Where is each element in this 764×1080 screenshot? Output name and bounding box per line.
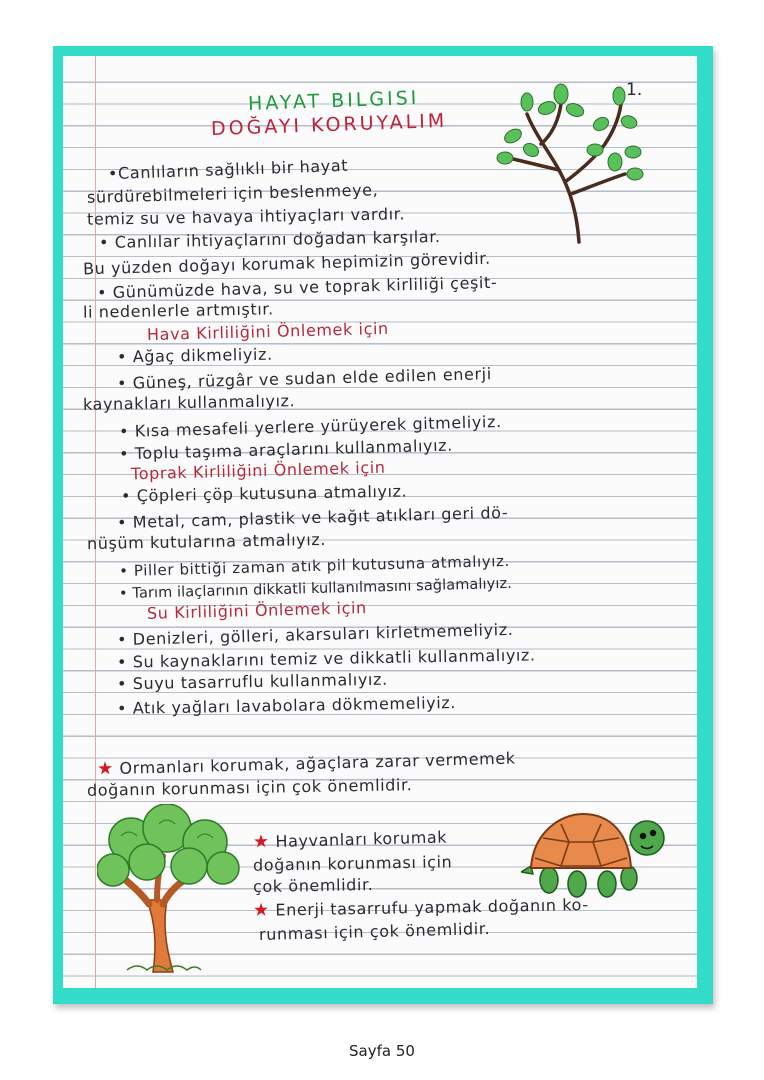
subheading-soil: Toprak Kirliliğini Önlemek için bbox=[130, 457, 386, 484]
text-line: • Kısa mesafeli yerlere yürüyerek gitmeliyiz. bbox=[118, 411, 502, 442]
text-line: runması için çok önemlidir. bbox=[258, 918, 491, 945]
text-line: temiz su ve havaya ihtiyaçları vardır. bbox=[86, 204, 406, 229]
text-line: • Ağaç dikmeliyiz. bbox=[116, 344, 273, 367]
text-line: li nedenlerle artmıştır. bbox=[82, 299, 274, 322]
star-item-text: Enerji tasarrufu yapmak doğanın ko- bbox=[275, 895, 589, 920]
text-line: sürdürebilmeleri için beslenmeye, bbox=[86, 180, 379, 207]
turtle-drawing-icon bbox=[521, 808, 671, 904]
text-line: • Atık yağları lavabolara dökmemeliyiz. bbox=[116, 693, 457, 718]
star-item-forests bbox=[97, 749, 516, 780]
text-line: • Tarım ilaçlarının dikkatli kullanılmasını sağlamalıyız. bbox=[118, 575, 513, 603]
star-icon: ★ bbox=[252, 831, 271, 853]
text-line: • Piller bittiği zaman atık pil kutusuna atmalıyız. bbox=[118, 551, 511, 581]
text-line: doğanın korunması için bbox=[252, 852, 453, 875]
text-line: • Su kaynaklarını temiz ve dikkatli kullanmalıyız. bbox=[116, 645, 536, 672]
text-line: • Canlılar ihtiyaçlarını doğadan karşılar. bbox=[98, 227, 441, 252]
branch-drawing-icon bbox=[491, 74, 651, 244]
text-line: • Denizleri, gölleri, akarsuları kirletmemeliyiz. bbox=[116, 619, 514, 650]
page-subtitle: DOĞAYI KORUYALIM bbox=[210, 109, 448, 141]
text-line: nüşüm kutularına atmalıyız. bbox=[86, 529, 327, 554]
text-line: doğanın korunması için çok önemlidir. bbox=[86, 775, 413, 800]
notebook-page bbox=[63, 56, 697, 988]
star-item-text: Ormanları korumak, ağaçlara zarar vermemek bbox=[119, 748, 516, 778]
page-title: HAYAT BILGISI bbox=[247, 87, 420, 115]
star-item-energy bbox=[253, 895, 589, 921]
star-icon: ★ bbox=[252, 899, 270, 921]
subheading-water: Su Kirliliğini Önlemek için bbox=[146, 598, 367, 623]
text-line: •Canlıların sağlıklı bir hayat bbox=[107, 155, 349, 184]
text-line: • Toplu taşıma araçlarını kullanmalıyız. bbox=[118, 435, 454, 464]
text-line: çok önemlidir. bbox=[252, 874, 374, 897]
text-line: • Güneş, rüzgâr ve sudan elde edilen enerji bbox=[116, 364, 492, 393]
text-line: • Çöpleri çöp kutusuna atmalıyız. bbox=[120, 481, 408, 506]
star-icon: ★ bbox=[96, 758, 115, 780]
text-line: • Günümüzde hava, su ve toprak kirliliği çeşit- bbox=[96, 272, 498, 303]
text-line: • Metal, cam, plastik ve kağıt atıkları geri dö- bbox=[116, 502, 509, 533]
page-footer: Sayfa 50 bbox=[349, 1042, 415, 1060]
page-number: 1. bbox=[626, 80, 643, 100]
text-line: kaynakları kullanmalıyız. bbox=[82, 391, 296, 414]
star-item-text: Hayvanları korumak bbox=[275, 827, 448, 851]
text-line: Bu yüzden doğayı korumak hepimizin görevidir. bbox=[82, 248, 491, 279]
subheading-air: Hava Kirliliğini Önlemek için bbox=[146, 318, 390, 345]
star-item-animals bbox=[253, 827, 448, 852]
notebook-frame bbox=[53, 46, 713, 1004]
text-line: • Suyu tasarruflu kullanmalıyız. bbox=[116, 669, 388, 694]
tree-drawing-icon bbox=[97, 804, 243, 976]
